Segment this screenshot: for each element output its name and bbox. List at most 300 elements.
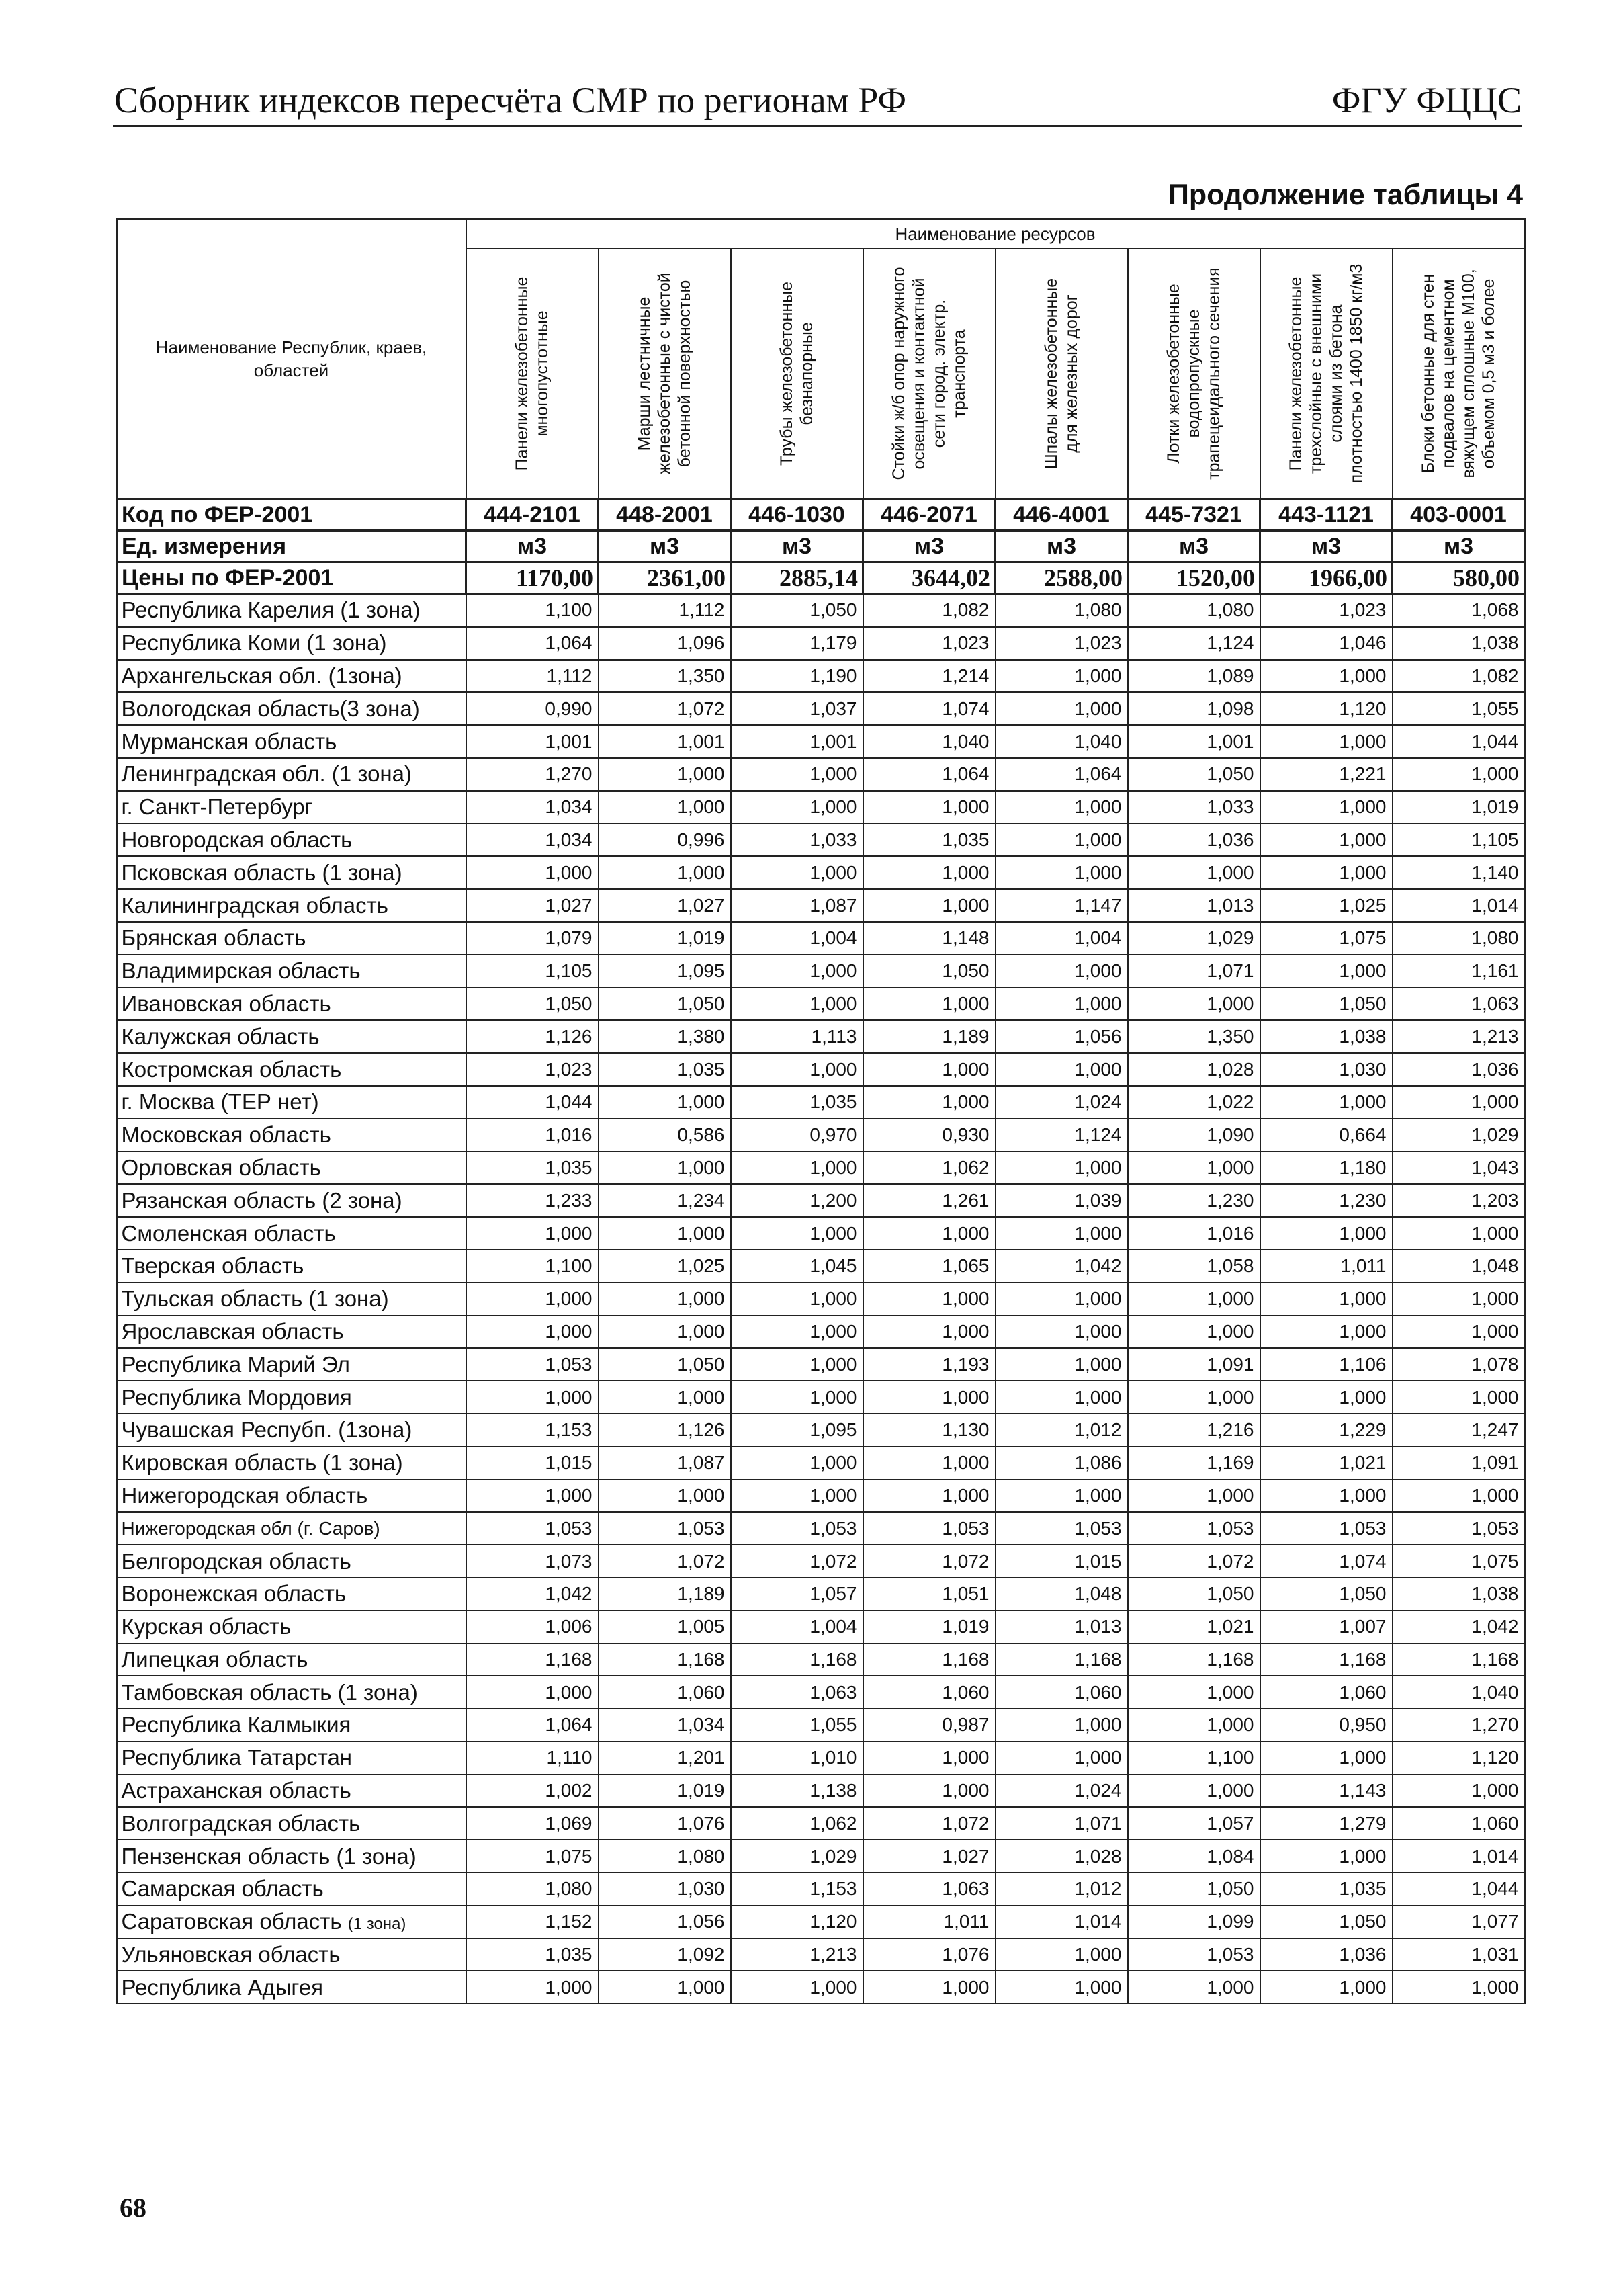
region-name: Тульская область (1 зона) (121, 1286, 389, 1312)
region-name-cell (117, 988, 466, 1021)
index-value-cell: 1,080 (599, 1840, 731, 1873)
index-value-cell: 1,000 (996, 1939, 1128, 1971)
index-value-cell: 1,000 (1393, 1971, 1525, 2004)
index-value-cell: 1,038 (1260, 1020, 1393, 1053)
index-value-cell: 1,000 (731, 758, 863, 791)
region-name-cell (117, 1086, 466, 1119)
index-value-cell: 1,033 (1128, 791, 1260, 824)
index-value-cell: 1,025 (1260, 889, 1393, 922)
region-name-cell (117, 1381, 466, 1414)
index-value-cell: 1,012 (996, 1414, 1128, 1447)
index-value-cell: 1,270 (1393, 1709, 1525, 1742)
table-body (117, 499, 1525, 2004)
region-name: Нижегородская область (121, 1482, 368, 1508)
index-value-cell: 1,014 (1393, 1840, 1525, 1873)
index-value-cell: 1,221 (1260, 758, 1393, 791)
region-name-cell (117, 1807, 466, 1840)
organization-name: ФГУ ФЦЦС (1331, 80, 1522, 120)
index-value-cell: 1,000 (996, 1480, 1128, 1513)
region-name: Рязанская область (2 зона) (121, 1187, 402, 1213)
index-value-cell: 1,000 (996, 1348, 1128, 1381)
index-value-cell: 1,060 (1260, 1676, 1393, 1709)
region-name-cell (117, 1119, 466, 1152)
fer-code-cell: 443-1121 (1260, 499, 1393, 531)
region-name-cell (117, 758, 466, 791)
index-value-cell: 1,039 (996, 1184, 1128, 1217)
region-name-cell (117, 791, 466, 824)
index-value-cell: 1,036 (1260, 1939, 1393, 1971)
index-value-cell: 1,126 (466, 1020, 599, 1053)
region-name-cell (117, 1939, 466, 1971)
region-name: Ульяновская область (121, 1942, 341, 1967)
index-value-cell: 1,124 (996, 1119, 1128, 1152)
index-value-cell: 1,000 (1393, 1283, 1525, 1316)
index-value-cell: 1,035 (466, 1152, 599, 1185)
index-value-cell: 1,000 (1128, 1283, 1260, 1316)
unit-cell: м3 (1260, 531, 1393, 562)
index-value-cell: 1,033 (731, 824, 863, 857)
index-value-cell: 1,000 (1260, 1971, 1393, 2004)
index-value-cell: 1,000 (1128, 1676, 1260, 1709)
region-name-cell (117, 1152, 466, 1185)
index-value-cell: 1,023 (996, 627, 1128, 660)
resource-column-header-text: Панели железобетонные многопустотные (513, 276, 552, 471)
index-value-cell: 1,014 (1393, 889, 1525, 922)
index-value-cell: 1,027 (863, 1840, 996, 1873)
index-value-cell: 1,000 (599, 1283, 731, 1316)
index-value-cell: 1,350 (599, 660, 731, 693)
region-name: Архангельская обл. (1зона) (121, 663, 402, 688)
table-row (117, 692, 1525, 725)
index-value-cell: 1,000 (731, 1381, 863, 1414)
index-value-cell: 1,001 (599, 725, 731, 758)
resource-column-header (863, 249, 996, 499)
index-value-cell: 1,072 (863, 1807, 996, 1840)
table-row (117, 988, 1525, 1021)
resource-column-header (996, 249, 1128, 499)
fer-price-cell: 1520,00 (1128, 562, 1260, 594)
fer-price-cell: 2885,14 (731, 562, 863, 594)
unit-row (117, 531, 1525, 562)
index-value-cell: 1,000 (1128, 1152, 1260, 1185)
index-value-cell: 1,095 (731, 1414, 863, 1447)
index-value-cell: 1,230 (1128, 1184, 1260, 1217)
index-value-cell: 1,091 (1393, 1447, 1525, 1480)
fer-code-cell: 445-7321 (1128, 499, 1260, 531)
index-value-cell: 1,000 (731, 1152, 863, 1185)
index-value-cell: 1,000 (1128, 1775, 1260, 1808)
index-value-cell: 1,074 (1260, 1545, 1393, 1578)
table-row (117, 1578, 1525, 1611)
index-value-cell: 1,064 (466, 627, 599, 660)
index-value-cell: 1,000 (731, 1053, 863, 1086)
index-value-cell: 1,034 (599, 1709, 731, 1742)
index-value-cell: 1,050 (731, 594, 863, 627)
index-value-cell: 1,000 (599, 856, 731, 889)
index-value-cell: 1,000 (1128, 1381, 1260, 1414)
header-divider (113, 125, 1522, 127)
index-value-cell: 1,015 (996, 1545, 1128, 1578)
index-value-cell: 1,120 (1393, 1742, 1525, 1775)
index-value-cell: 1,069 (466, 1807, 599, 1840)
table-row (117, 1184, 1525, 1217)
index-value-cell: 1,072 (731, 1545, 863, 1578)
index-value-cell: 1,077 (1393, 1906, 1525, 1939)
resource-column-header (599, 249, 731, 499)
index-value-cell: 1,024 (996, 1775, 1128, 1808)
index-value-cell: 1,060 (863, 1676, 996, 1709)
index-value-cell: 1,053 (466, 1348, 599, 1381)
region-name-cell (117, 1709, 466, 1742)
index-value-cell: 1,000 (1393, 1381, 1525, 1414)
index-value-cell: 1,000 (996, 856, 1128, 889)
region-name-cell (117, 1512, 466, 1545)
index-value-cell: 1,072 (599, 1545, 731, 1578)
region-name: Саратовская область (121, 1909, 342, 1934)
index-value-cell: 1,000 (863, 1381, 996, 1414)
fer-price-cell: 1966,00 (1260, 562, 1393, 594)
index-value-cell: 1,000 (599, 791, 731, 824)
index-value-cell: 1,261 (863, 1184, 996, 1217)
index-value-cell: 1,000 (863, 856, 996, 889)
table-row (117, 1086, 1525, 1119)
index-value-cell: 1,126 (599, 1414, 731, 1447)
index-value-cell: 1,000 (996, 988, 1128, 1021)
region-name-cell (117, 692, 466, 725)
index-value-cell: 1,090 (1128, 1119, 1260, 1152)
index-value-cell: 1,019 (863, 1611, 996, 1644)
index-value-cell: 1,000 (996, 1381, 1128, 1414)
region-name: Чувашская Респубп. (1зона) (121, 1417, 412, 1443)
index-value-cell: 1,063 (1393, 988, 1525, 1021)
resource-column-header (1260, 249, 1393, 499)
index-value-cell: 1,057 (731, 1578, 863, 1611)
index-value-cell: 1,216 (1128, 1414, 1260, 1447)
region-name-cell (117, 1545, 466, 1578)
index-value-cell: 1,019 (599, 922, 731, 955)
unit-cell: м3 (599, 531, 731, 562)
index-value-cell: 1,189 (863, 1020, 996, 1053)
index-value-cell: 1,068 (1393, 594, 1525, 627)
index-value-cell: 1,075 (1393, 1545, 1525, 1578)
index-value-cell: 1,000 (1393, 1480, 1525, 1513)
region-name-cell (117, 824, 466, 857)
region-name: г. Санкт-Петербург (121, 794, 313, 820)
region-name: Псковская область (1 зона) (121, 859, 402, 885)
region-name: Смоленская область (121, 1220, 336, 1246)
table-row (117, 1775, 1525, 1808)
fer-price-label: Цены по ФЕР-2001 (117, 562, 466, 594)
resource-column-header (1128, 249, 1260, 499)
index-value-cell: 1,035 (863, 824, 996, 857)
index-value-cell: 1,000 (1260, 1086, 1393, 1119)
index-value-cell: 1,057 (1128, 1807, 1260, 1840)
region-name-cell (117, 1316, 466, 1349)
table-row (117, 1053, 1525, 1086)
unit-cell: м3 (1128, 531, 1260, 562)
resource-column-header-text: Блоки бетонные для стен подвалов на цементном вяжущем сплошные М100, объемом 0,5 м3 и более (1419, 269, 1498, 478)
index-value-cell: 0,996 (599, 824, 731, 857)
index-value-cell: 1,015 (466, 1447, 599, 1480)
resource-column-header-text: Лотки железобетонные водопропускные трапецеидального сечения (1164, 267, 1223, 480)
index-value-cell: 1,011 (863, 1906, 996, 1939)
index-value-cell: 1,042 (1393, 1611, 1525, 1644)
index-value-cell: 1,035 (1260, 1873, 1393, 1906)
index-value-cell: 1,065 (863, 1250, 996, 1283)
index-value-cell: 1,153 (731, 1873, 863, 1906)
region-name: Тверская область (121, 1253, 304, 1279)
unit-cell: м3 (1393, 531, 1525, 562)
table-row (117, 1742, 1525, 1775)
region-name-cell (117, 1283, 466, 1316)
index-value-cell: 1,051 (863, 1578, 996, 1611)
index-value-cell: 1,043 (1393, 1152, 1525, 1185)
index-value-cell: 1,087 (731, 889, 863, 922)
index-value-cell: 1,050 (1128, 758, 1260, 791)
index-value-cell: 0,990 (466, 692, 599, 725)
index-value-cell: 1,000 (1393, 1775, 1525, 1808)
index-value-cell: 1,000 (599, 758, 731, 791)
index-value-cell: 1,000 (1260, 955, 1393, 988)
region-name-cell (117, 1348, 466, 1381)
index-value-cell: 1,076 (863, 1939, 996, 1971)
resource-column-header (731, 249, 863, 499)
fer-code-cell: 446-4001 (996, 499, 1128, 531)
fer-code-cell: 448-2001 (599, 499, 731, 531)
index-table-container (116, 218, 1526, 2004)
region-name-cell (117, 1611, 466, 1644)
index-value-cell: 1,000 (731, 1217, 863, 1250)
index-value-cell: 1,000 (1128, 1316, 1260, 1349)
index-value-cell: 1,161 (1393, 955, 1525, 988)
index-value-cell: 1,000 (731, 791, 863, 824)
table-row (117, 1676, 1525, 1709)
index-value-cell: 1,036 (1128, 824, 1260, 857)
index-value-cell: 1,000 (1128, 1480, 1260, 1513)
index-value-cell: 1,000 (863, 1775, 996, 1808)
index-value-cell: 1,046 (1260, 627, 1393, 660)
region-name-cell (117, 1184, 466, 1217)
region-name: Владимирская область (121, 958, 361, 984)
table-row (117, 791, 1525, 824)
index-value-cell: 1,000 (599, 1152, 731, 1185)
index-value-cell: 1,001 (731, 725, 863, 758)
index-value-cell: 1,000 (863, 889, 996, 922)
index-value-cell: 1,062 (863, 1152, 996, 1185)
region-name-header: Наименование Республик, краев, областей (117, 219, 466, 499)
region-name-cell (117, 594, 466, 627)
index-value-cell: 1,168 (863, 1644, 996, 1676)
index-value-cell: 1,079 (466, 922, 599, 955)
index-value-cell: 1,019 (1393, 791, 1525, 824)
index-value-cell: 1,044 (466, 1086, 599, 1119)
index-value-cell: 1,055 (731, 1709, 863, 1742)
document-title: Сборник индексов пересчёта СМР по регионам РФ (114, 80, 906, 120)
index-value-cell: 1,000 (996, 955, 1128, 988)
index-value-cell: 1,053 (1260, 1512, 1393, 1545)
index-value-cell: 1,124 (1128, 627, 1260, 660)
region-name: Республика Карелия (1 зона) (121, 597, 421, 623)
resource-column-header-text: Марши лестничные железобетонные с чистой бетонной поверхностью (635, 273, 694, 474)
region-name: Орловская область (121, 1154, 321, 1180)
index-value-cell: 1,000 (466, 1480, 599, 1513)
index-value-cell: 1,000 (731, 1971, 863, 2004)
index-value-cell: 1,143 (1260, 1775, 1393, 1808)
index-value-cell: 1,000 (1260, 725, 1393, 758)
region-name: Ленинградская обл. (1 зона) (121, 761, 412, 787)
index-value-cell: 1,100 (466, 594, 599, 627)
index-value-cell: 1,000 (863, 1316, 996, 1349)
index-value-cell: 1,038 (1393, 627, 1525, 660)
index-value-cell: 1,025 (599, 1250, 731, 1283)
region-name: Ярославская область (121, 1318, 344, 1344)
index-value-cell: 1,050 (599, 1348, 731, 1381)
index-value-cell: 1,112 (466, 660, 599, 693)
fer-price-cell: 580,00 (1393, 562, 1525, 594)
region-name: Мурманская область (121, 728, 337, 754)
index-value-cell: 1,064 (996, 758, 1128, 791)
table-row (117, 1545, 1525, 1578)
resource-column-header (466, 249, 599, 499)
index-value-cell: 1,000 (1260, 856, 1393, 889)
index-value-cell: 1,000 (466, 1316, 599, 1349)
index-value-cell: 1,214 (863, 660, 996, 693)
index-value-cell: 1,105 (466, 955, 599, 988)
index-value-cell: 1,189 (599, 1578, 731, 1611)
index-value-cell: 1,034 (466, 824, 599, 857)
region-zone-note: (1 зона) (347, 1915, 406, 1934)
index-value-cell: 1,000 (466, 856, 599, 889)
index-value-cell: 1,071 (1128, 955, 1260, 988)
index-value-cell: 1,029 (731, 1840, 863, 1873)
index-value-cell: 1,279 (1260, 1807, 1393, 1840)
index-value-cell: 1,000 (863, 1742, 996, 1775)
index-value-cell: 1,000 (996, 1742, 1128, 1775)
index-value-cell: 1,075 (1260, 922, 1393, 955)
region-name: Костромская область (121, 1056, 342, 1082)
index-value-cell: 1,060 (996, 1676, 1128, 1709)
fer-price-cell: 2588,00 (996, 562, 1128, 594)
index-value-cell: 1,000 (863, 1447, 996, 1480)
index-value-cell: 1,063 (863, 1873, 996, 1906)
index-value-cell: 1,013 (1128, 889, 1260, 922)
index-value-cell: 1,000 (863, 791, 996, 824)
index-value-cell: 1,050 (1128, 1873, 1260, 1906)
index-value-cell: 1,000 (1128, 1971, 1260, 2004)
index-value-cell: 1,006 (466, 1611, 599, 1644)
region-name-cell (117, 660, 466, 693)
index-value-cell: 1,098 (1128, 692, 1260, 725)
index-value-cell: 1,247 (1393, 1414, 1525, 1447)
index-value-cell: 1,000 (599, 1316, 731, 1349)
table-row (117, 1283, 1525, 1316)
index-value-cell: 1,148 (863, 922, 996, 955)
index-value-cell: 0,586 (599, 1119, 731, 1152)
index-value-cell: 1,044 (1393, 725, 1525, 758)
region-name: Республика Татарстан (121, 1745, 353, 1771)
index-value-cell: 1,048 (1393, 1250, 1525, 1283)
index-value-cell: 1,016 (466, 1119, 599, 1152)
table-row (117, 1348, 1525, 1381)
index-value-cell: 1,035 (731, 1086, 863, 1119)
index-value-cell: 1,023 (466, 1053, 599, 1086)
resource-column-header-text: Шпалы железобетонные для железных дорог (1042, 278, 1081, 470)
index-value-cell: 1,042 (996, 1250, 1128, 1283)
index-value-cell: 1,072 (599, 692, 731, 725)
index-value-cell: 1,029 (1128, 922, 1260, 955)
table-row (117, 660, 1525, 693)
index-value-cell: 1,053 (731, 1512, 863, 1545)
index-value-cell: 1,050 (466, 988, 599, 1021)
index-value-cell: 1,053 (1128, 1512, 1260, 1545)
index-value-cell: 1,100 (1128, 1742, 1260, 1775)
index-value-cell: 1,000 (996, 791, 1128, 824)
index-value-cell: 1,080 (996, 594, 1128, 627)
index-value-cell: 1,000 (1260, 1217, 1393, 1250)
index-value-cell: 1,000 (466, 1217, 599, 1250)
region-name-cell (117, 725, 466, 758)
index-value-cell: 1,072 (863, 1545, 996, 1578)
table-row (117, 889, 1525, 922)
index-value-cell: 1,064 (863, 758, 996, 791)
index-value-cell: 1,000 (599, 1217, 731, 1250)
region-name-cell (117, 889, 466, 922)
index-value-cell: 1,011 (1260, 1250, 1393, 1283)
region-name: Кировская область (1 зона) (121, 1450, 403, 1476)
index-value-cell: 1,071 (996, 1807, 1128, 1840)
fer-code-cell: 446-1030 (731, 499, 863, 531)
index-value-cell: 1,060 (1393, 1807, 1525, 1840)
index-value-cell: 1,000 (599, 1480, 731, 1513)
index-value-cell: 1,099 (1128, 1906, 1260, 1939)
region-name-cell (117, 1217, 466, 1250)
index-value-cell: 1,000 (996, 1316, 1128, 1349)
table-row (117, 1709, 1525, 1742)
index-value-cell: 1,179 (731, 627, 863, 660)
table-row (117, 1512, 1525, 1545)
index-value-cell: 1,000 (599, 1971, 731, 2004)
region-name: Волгоградская область (121, 1810, 361, 1836)
index-value-cell: 1,055 (1393, 692, 1525, 725)
index-value-cell: 1,168 (731, 1644, 863, 1676)
index-value-cell: 1,113 (731, 1020, 863, 1053)
index-value-cell: 1,031 (1393, 1939, 1525, 1971)
table-row (117, 1840, 1525, 1873)
index-value-cell: 1,180 (1260, 1152, 1393, 1185)
region-name: Воронежская область (121, 1581, 347, 1607)
index-value-cell: 1,000 (731, 856, 863, 889)
index-value-cell: 1,030 (599, 1873, 731, 1906)
index-value-cell: 1,380 (599, 1020, 731, 1053)
index-value-cell: 1,270 (466, 758, 599, 791)
index-value-cell: 1,000 (466, 1381, 599, 1414)
region-name: Белгородская область (121, 1548, 351, 1574)
index-value-cell: 1,105 (1393, 824, 1525, 857)
region-name: Самарская область (121, 1876, 324, 1902)
region-name-cell (117, 1578, 466, 1611)
page-number: 68 (120, 2193, 146, 2223)
index-value-cell: 1,000 (599, 1086, 731, 1119)
table-row (117, 1939, 1525, 1971)
index-value-cell: 1,140 (1393, 856, 1525, 889)
resource-column-header (1393, 249, 1525, 499)
index-value-cell: 1,000 (1260, 1283, 1393, 1316)
index-value-cell: 1,040 (996, 725, 1128, 758)
index-value-cell: 1,000 (466, 1283, 599, 1316)
fer-price-cell: 1170,00 (466, 562, 599, 594)
index-value-cell: 1,200 (731, 1184, 863, 1217)
index-value-cell: 1,050 (863, 955, 996, 988)
